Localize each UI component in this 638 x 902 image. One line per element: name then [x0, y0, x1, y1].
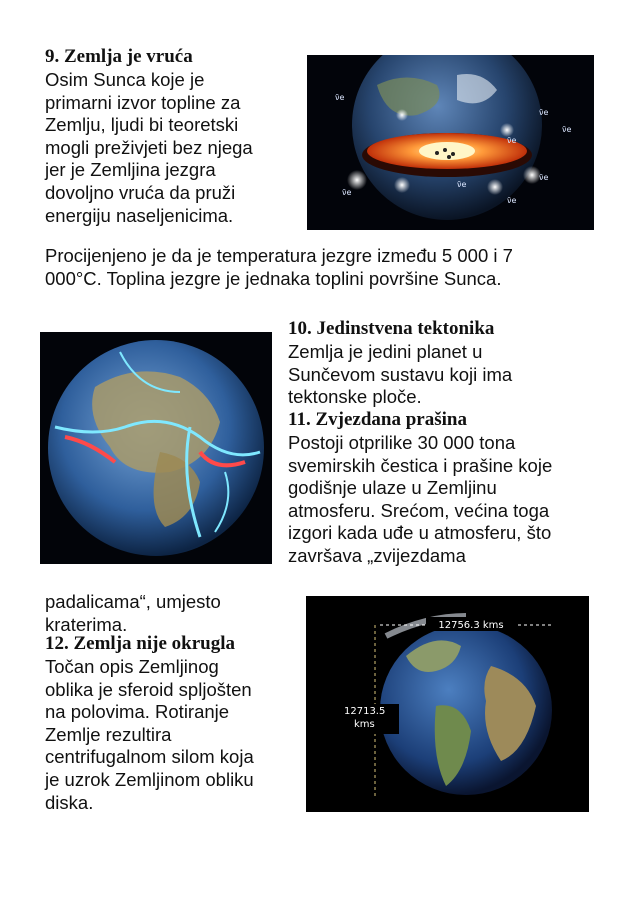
- text-line: primarni izvor topline za: [45, 91, 241, 113]
- tectonic-plates-image: [40, 332, 272, 564]
- text-line: Osim Sunca koje je: [45, 69, 205, 90]
- text-line: izgori kada uđe u atmosferu, što: [288, 522, 552, 544]
- polar-diameter-unit: kms: [354, 719, 375, 730]
- neutrino-label: ν̄e: [539, 108, 549, 117]
- text-line: Zemlju, ljudi bi teoretski: [45, 114, 239, 136]
- text-line: 000°C. Toplina jezgre je jednaka toplini površine Sunca.: [45, 267, 502, 289]
- text-line: tektonske ploče.: [288, 386, 422, 408]
- text-line: diska.: [45, 791, 94, 813]
- neutrino-label: ν̄e: [457, 180, 467, 189]
- text-line: Postoji otprilike 30 000 tona: [288, 432, 516, 453]
- neutrino-label: ν̄e: [342, 188, 352, 197]
- text-line: Točan opis Zemljinog: [45, 656, 219, 677]
- text-line: padalicama“, umjesto: [45, 591, 221, 612]
- earth-dimensions-image: [306, 596, 589, 812]
- polar-diameter-value: 12713.5: [344, 706, 386, 717]
- neutrino-label: ν̄e: [539, 173, 549, 182]
- text-line: mogli preživjeti bez njega: [45, 136, 253, 158]
- earth-core-image: [307, 55, 594, 230]
- text-line: oblika je sferoid spljošten: [45, 678, 252, 700]
- text-line: Zemlje rezultira: [45, 723, 172, 745]
- equatorial-diameter-label: 12756.3 kms: [438, 620, 504, 631]
- text-line: jer je Zemljina jezgra: [45, 159, 216, 181]
- neutrino-label: ν̄e: [335, 93, 345, 102]
- text-line: je uzrok Zemljinom obliku: [45, 769, 254, 790]
- neutrino-label: ν̄e: [507, 136, 517, 145]
- text-line: energiju naseljenicima.: [45, 204, 234, 226]
- text-line: dovoljno vruća da pruži: [45, 182, 236, 203]
- text-line: završava „zvijezdama: [288, 545, 466, 566]
- section-10-heading: 10. Jedinstvena tektonika: [288, 318, 495, 339]
- text-line: kraterima.: [45, 613, 128, 635]
- text-line: Sunčevom sustavu koji ima: [288, 363, 513, 385]
- text-line: Zemlja je jedini planet u: [288, 341, 483, 362]
- section-12-heading: 12. Zemlja nije okrugla: [45, 633, 235, 654]
- text-line: Procijenjeno je da je temperatura jezgre između 5 000 i 7: [45, 245, 513, 266]
- text-line: svemirskih čestica i prašine koje: [288, 454, 553, 476]
- text-line: na polovima. Rotiranje: [45, 701, 230, 723]
- text-line: godišnje ulaze u Zemljinu: [288, 477, 497, 499]
- text-line: atmosferu. Srećom, većina toga: [288, 499, 550, 521]
- section-11-heading: 11. Zvjezdana prašina: [288, 409, 467, 430]
- section-9-heading: 9. Zemlja je vruća: [45, 46, 193, 67]
- text-line: centrifugalnom silom koja: [45, 746, 254, 768]
- neutrino-label: ν̄e: [562, 125, 572, 134]
- neutrino-label: ν̄e: [507, 196, 517, 205]
